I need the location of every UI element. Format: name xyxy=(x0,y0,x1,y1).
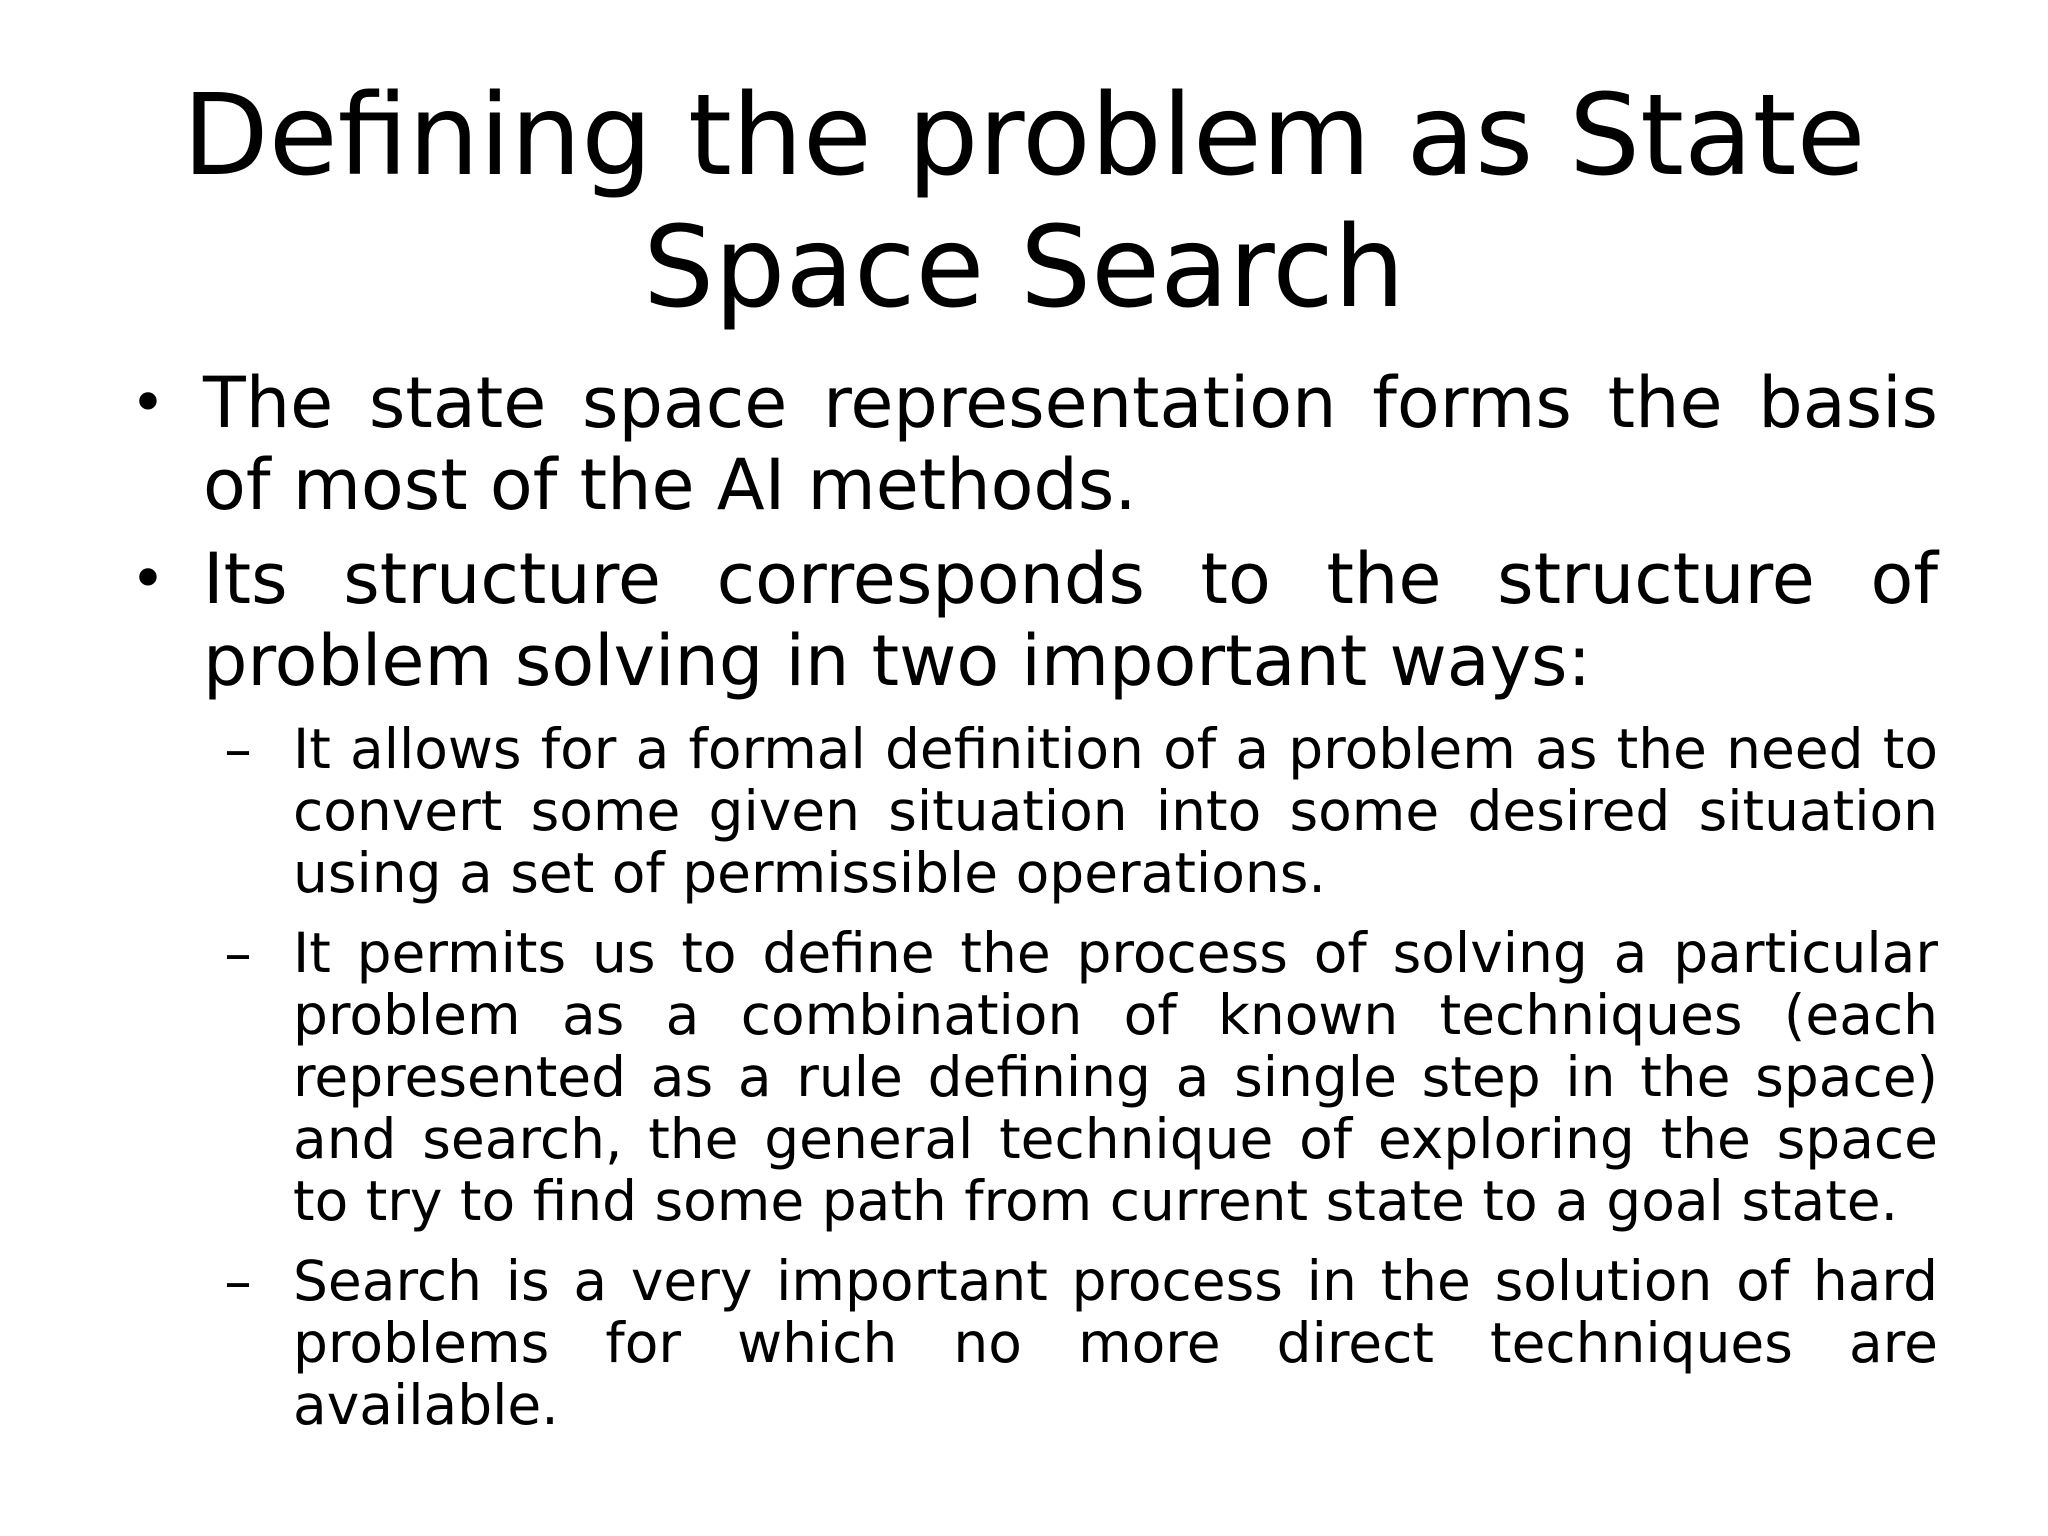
bullet-text: The state space representation forms the basis of most of the AI methods. xyxy=(203,362,1938,526)
dash-marker: – xyxy=(224,921,252,985)
bullet-item xyxy=(118,538,1938,702)
subbullet-text: It permits us to define the process of solving a particular problem as a combination of known techniques (each represented as a rule defining a single step in the space) and search, the general technique of exploring the space to try to find some path from current state to a goal state. xyxy=(293,921,1938,1233)
dash-marker: – xyxy=(224,1249,252,1313)
subbullet-text: Search is a very important process in the solution of hard problems for which no more direct techniques are available. xyxy=(293,1249,1938,1437)
bullet-marker: • xyxy=(130,544,166,614)
slide-title: Defining the problem as State Space Search xyxy=(182,71,1866,333)
bullet-item xyxy=(118,362,1938,526)
bullet-text: Its structure corresponds to the structure of problem solving in two important ways: xyxy=(203,538,1938,702)
subbullet-list xyxy=(118,718,1938,1436)
dash-marker: – xyxy=(224,717,252,781)
subbullet-text: It allows for a formal definition of a problem as the need to convert some given situation into some desired situation using a set of permissible operations. xyxy=(293,717,1938,905)
subbullet-item xyxy=(224,1249,1938,1437)
slide-body xyxy=(118,362,1938,1454)
subbullet-item xyxy=(224,717,1938,905)
subbullet-item xyxy=(224,921,1938,1233)
bullet-marker: • xyxy=(130,368,166,438)
